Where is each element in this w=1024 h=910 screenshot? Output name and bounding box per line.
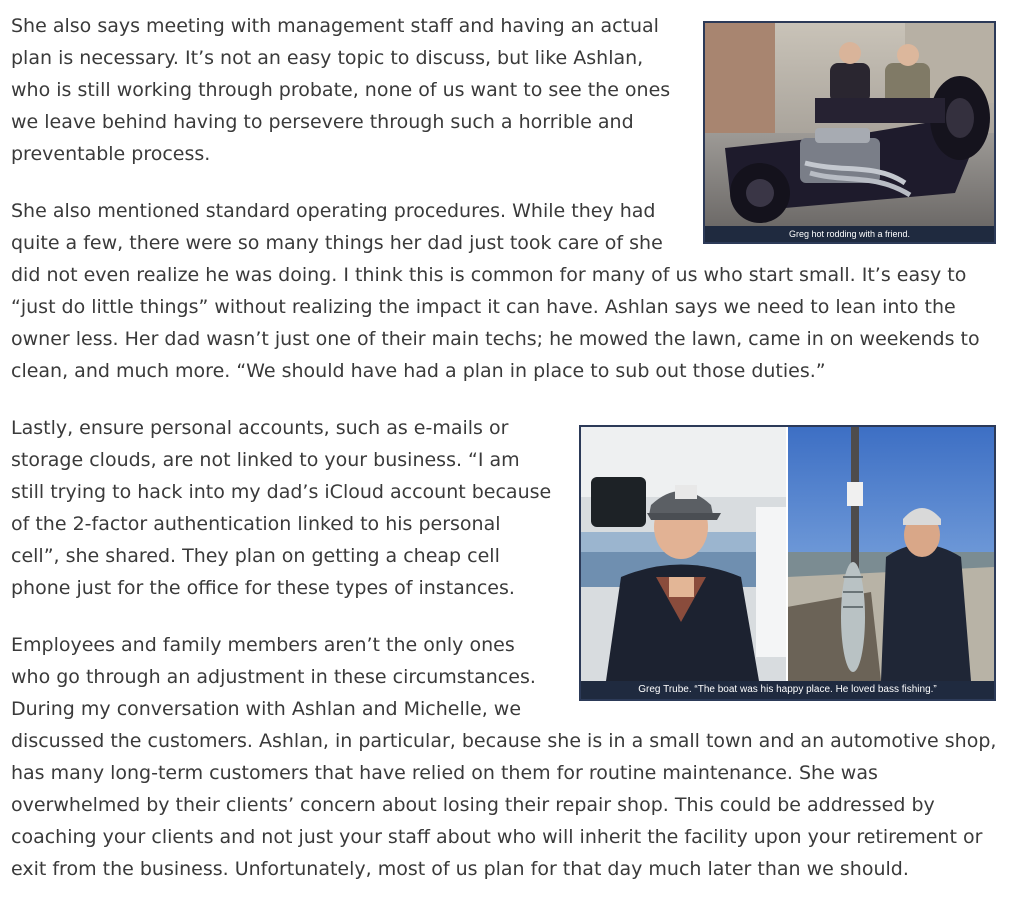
paragraph-3: Lastly, ensure personal accounts, such as e-mails or storage clouds, are not linked to your business. “I am still trying to hack into my dad’s iCloud account because of the 2-factor authentication linked to his personal cell”, she shared. They plan on getting a cheap cell phone just for the office for these types of instances. xyxy=(11,417,552,599)
fishing-photo xyxy=(581,427,994,681)
hot-rod-photo xyxy=(705,23,994,226)
hot-rod-figure xyxy=(703,21,996,244)
paragraph-1: She also says meeting with management staff and having an actual plan is necessary. It’s not an easy topic to discuss, but like Ashlan, who is still working through probate, none of us want to see the ones we leave behind having to persevere through such a horrible and preventable process. xyxy=(11,15,671,165)
article-body xyxy=(11,10,1011,910)
paragraph-4: Employees and family members aren’t the only ones who go through an adjustment in these circumstances. During my conversation with Ashlan and Michelle, we discussed the customers. Ashlan, in particular, because she is in a small town and an automotive shop, has many long-term customers that have relied on them for routine maintenance. She was overwhelmed by their clients’ concern about losing their repair shop. This could be addressed by coaching your clients and not just your staff about who will inherit the facility upon your retirement or exit from the business. Unfortunately, most of us plan for that day much later than we should. xyxy=(11,634,997,880)
fishing-caption: Greg Trube. “The boat was his happy place. He loved bass fishing.” xyxy=(581,681,994,699)
fishing-figure xyxy=(579,425,996,701)
hot-rod-caption: Greg hot rodding with a friend. xyxy=(705,226,994,242)
paragraph-2: She also mentioned standard operating procedures. While they had quite a few, there were so many things her dad just took care of she did not even realize he was doing. I think this is common for many of us who start small. It’s easy to “just do little things” without realizing the impact it can have. Ashlan says we need to lean into the owner less. Her dad wasn’t just one of their main techs; he mowed the lawn, came in on weekends to clean, and much more. “We should have had a plan in place to sub out those duties.” xyxy=(11,200,980,382)
